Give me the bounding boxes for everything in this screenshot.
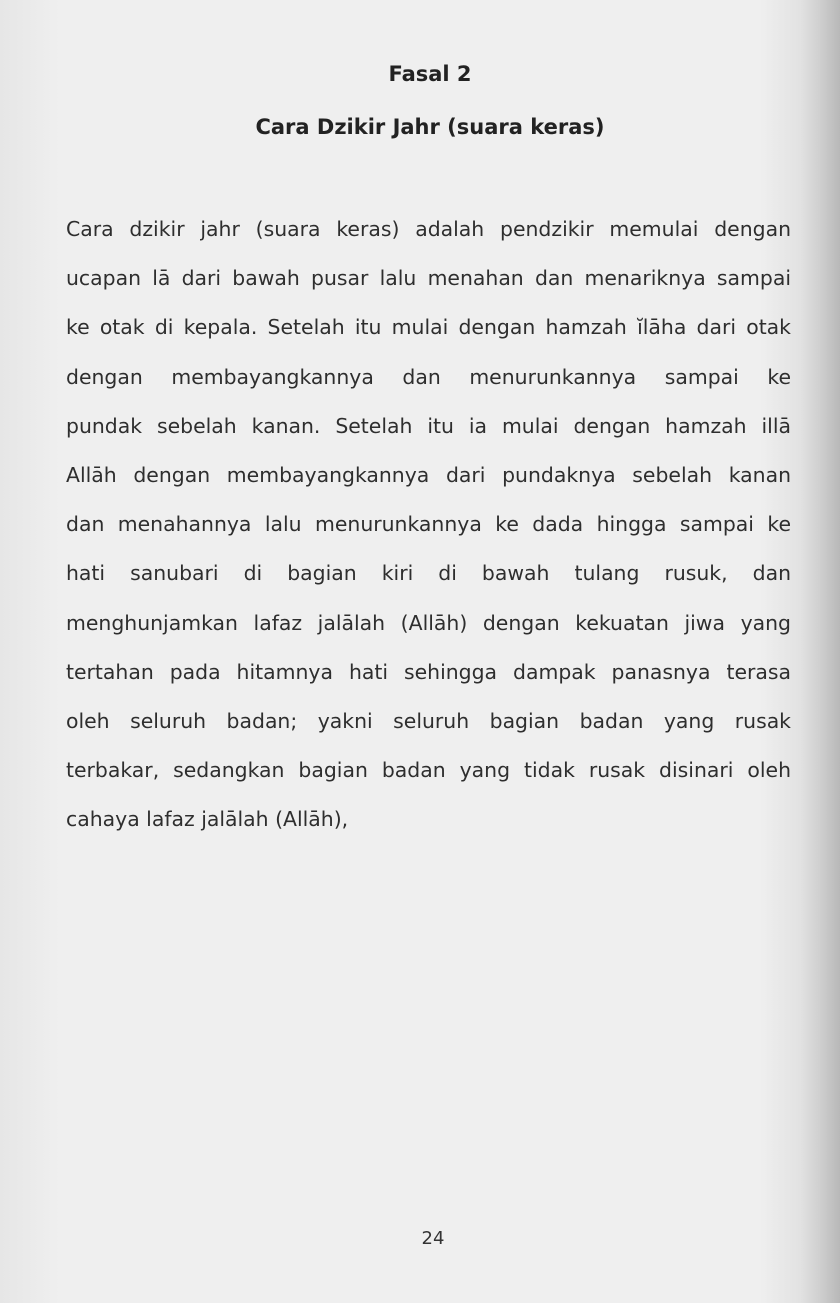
paragraph-line: tertahan pada hitamnya hati sehingga dampak panasnya terasa xyxy=(66,659,791,684)
paragraph-line: oleh seluruh badan; yakni seluruh bagian badan yang rusak xyxy=(66,709,791,734)
paragraph-line: hati sanubari di bagian kiri di bawah tulang rusuk, dan xyxy=(66,561,791,586)
paragraph-line: ucapan lā dari bawah pusar lalu menahan dan menariknya sampai xyxy=(66,266,791,291)
chapter-label: Fasal 2 xyxy=(388,62,472,86)
body-paragraph xyxy=(66,205,791,845)
paragraph-line: Cara dzikir jahr (suara keras) adalah pendzikir memulai dengan xyxy=(66,217,791,241)
paragraph-line: dan menahannya lalu menurunkannya ke dada hingga sampai ke xyxy=(66,512,791,537)
paragraph-line: dengan membayangkannya dan menurunkannya sampai ke xyxy=(66,364,791,389)
paragraph-line: Allāh dengan membayangkannya dari pundaknya sebelah kanan xyxy=(66,463,791,488)
page-number: 24 xyxy=(421,1228,445,1249)
chapter-title: Cara Dzikir Jahr (suara keras) xyxy=(255,115,605,139)
paragraph-line: ke otak di kepala. Setelah itu mulai dengan hamzah ĭlāha dari otak xyxy=(66,315,791,340)
paragraph-line: menghunjamkan lafaz jalālah (Allāh) dengan kekuatan jiwa yang xyxy=(66,610,791,635)
paragraph-line: cahaya lafaz jalālah (Allāh), xyxy=(66,807,349,832)
paragraph-line: pundak sebelah kanan. Setelah itu ia mulai dengan hamzah illā xyxy=(66,413,791,438)
paragraph-line: terbakar, sedangkan bagian badan yang tidak rusak disinari oleh xyxy=(66,758,791,783)
